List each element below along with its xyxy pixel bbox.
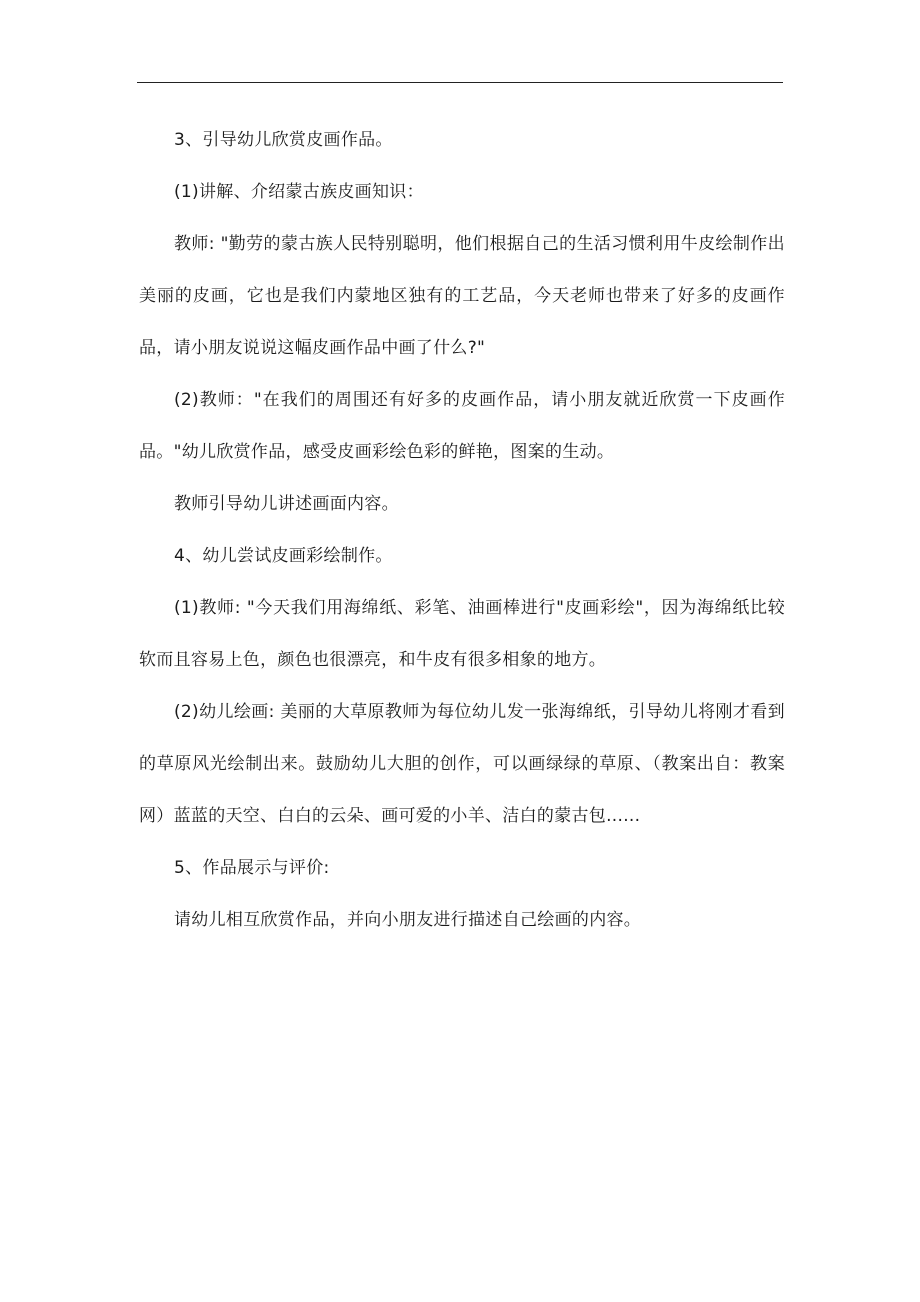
paragraph-step-5-1: 请幼儿相互欣赏作品，并向小朋友进行描述自己绘画的内容。 bbox=[174, 910, 642, 930]
paragraph-teacher-speech-1: 教师: "勤劳的蒙古族人民特别聪明，他们根据自己的生活习惯利用牛皮绘制作出美丽的皮画，它也是我们内蒙地区独有的工艺品，今天老师也带来了好多的皮画作品，请小朋友说说这幅皮画作品中画了什么?" bbox=[139, 234, 785, 358]
paragraph-step-4-2: (2)幼儿绘画: 美丽的大草原教师为每位幼儿发一张海绵纸，引导幼儿将刚才看到的草原风光绘制出来。鼓励幼儿大胆的创作，可以画绿绿的草原、（教案出自：教案网）蓝蓝的天空、白白的云朵、画可爱的小羊、洁白的蒙古包...... bbox=[139, 702, 785, 826]
paragraph-step-3-heading: 3、引导幼儿欣赏皮画作品。 bbox=[174, 130, 393, 150]
paragraph-step-4-1: (1)教师: "今天我们用海绵纸、彩笔、油画棒进行"皮画彩绘"，因为海绵纸比较软而且容易上色，颜色也很漂亮，和牛皮有很多相象的地方。 bbox=[139, 598, 785, 670]
paragraph-step-3-1: (1)讲解、介绍蒙古族皮画知识： bbox=[174, 182, 424, 202]
paragraph-step-5-heading: 5、作品展示与评价: bbox=[174, 858, 330, 878]
paragraph-teacher-guide: 教师引导幼儿讲述画面内容。 bbox=[174, 494, 399, 514]
paragraph-step-4-heading: 4、幼儿尝试皮画彩绘制作。 bbox=[174, 546, 393, 566]
document-body bbox=[139, 114, 785, 946]
header-rule bbox=[137, 82, 783, 83]
paragraph-step-3-2: (2)教师："在我们的周围还有好多的皮画作品，请小朋友就近欣赏一下皮画作品。"幼儿欣赏作品，感受皮画彩绘色彩的鲜艳，图案的生动。 bbox=[139, 390, 785, 462]
